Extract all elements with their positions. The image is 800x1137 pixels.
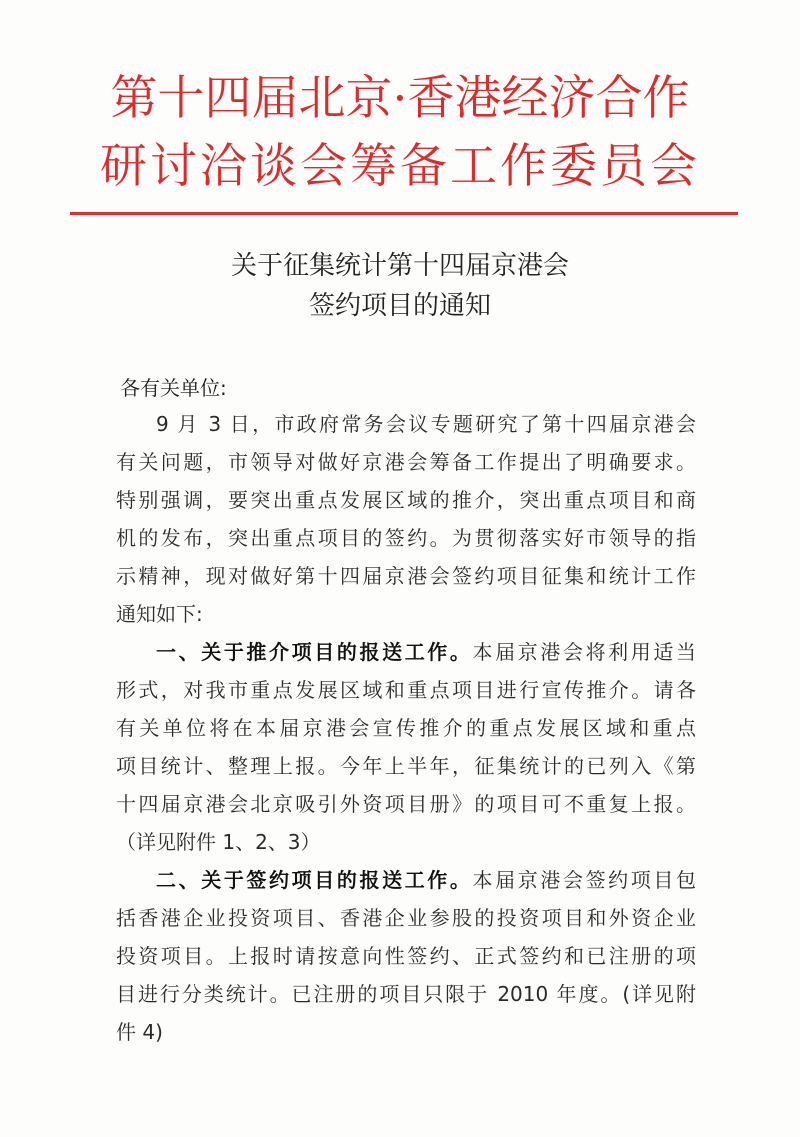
section-1-heading: 一、关于推介项目的报送工作。 [156, 640, 473, 664]
section-2-first-line-text: 本届京港会签约项目包 [472, 868, 696, 892]
notice-title-line-1: 关于征集统计第十四届京港会 [230, 251, 569, 281]
section-1-first-line-text: 本届京港会将利用适当 [472, 640, 696, 664]
paragraph-1-line: 示精神，现对做好第十四届京港会签约项目征集和统计工作 [116, 564, 696, 588]
section-2-heading: 二、关于签约项目的报送工作。 [156, 868, 473, 892]
section-2-line: 括香港企业投资项目、香港企业参股的投资项目和外资企业 [116, 906, 696, 930]
paragraph-1-line: 通知如下: [116, 602, 203, 626]
section-2 [116, 861, 696, 1051]
red-divider-line [70, 212, 738, 215]
section-1-line: 形式，对我市重点发展区域和重点项目进行宣传推介。请各 [116, 678, 696, 702]
section-1-line: 十四届京港会北京吸引外资项目册》的项目可不重复上报。 [116, 792, 696, 816]
paragraph-1 [116, 405, 696, 633]
section-1-first-line [116, 633, 696, 671]
paragraph-1-line: 有关问题，市领导对做好京港会筹备工作提出了明确要求。 [116, 450, 696, 474]
section-2-first-line [116, 861, 696, 899]
issuer-header-line-2: 研讨洽谈会筹备工作委员会 [100, 139, 700, 194]
section-1-line: 有关单位将在本届京港会宣传推介的重点发展区域和重点 [116, 716, 696, 740]
paragraph-1-line: 机的发布，突出重点项目的签约。为贯彻落实好市领导的指 [116, 526, 696, 550]
notice-title-line-2: 签约项目的通知 [308, 291, 491, 321]
section-2-line: 目进行分类统计。已注册的项目只限于 2010 年度。(详见附 [116, 982, 696, 1006]
paragraph-1-line: 9 月 3 日，市政府常务会议专题研究了第十四届京港会 [156, 412, 696, 436]
issuer-header-line-1: 第十四届北京·香港经济合作 [110, 71, 690, 126]
section-2-line: 投资项目。上报时请按意向性签约、正式签约和已注册的项 [116, 944, 696, 968]
section-1 [116, 633, 696, 861]
paragraph-1-line: 特别强调，要突出重点发展区域的推介，突出重点项目和商 [116, 488, 696, 512]
salutation: 各有关单位: [120, 376, 227, 400]
section-1-line: （详见附件 1、2、3） [116, 830, 321, 854]
section-1-line: 项目统计、整理上报。今年上半年，征集统计的已列入《第 [116, 754, 696, 778]
section-2-line: 件 4) [116, 1020, 163, 1044]
